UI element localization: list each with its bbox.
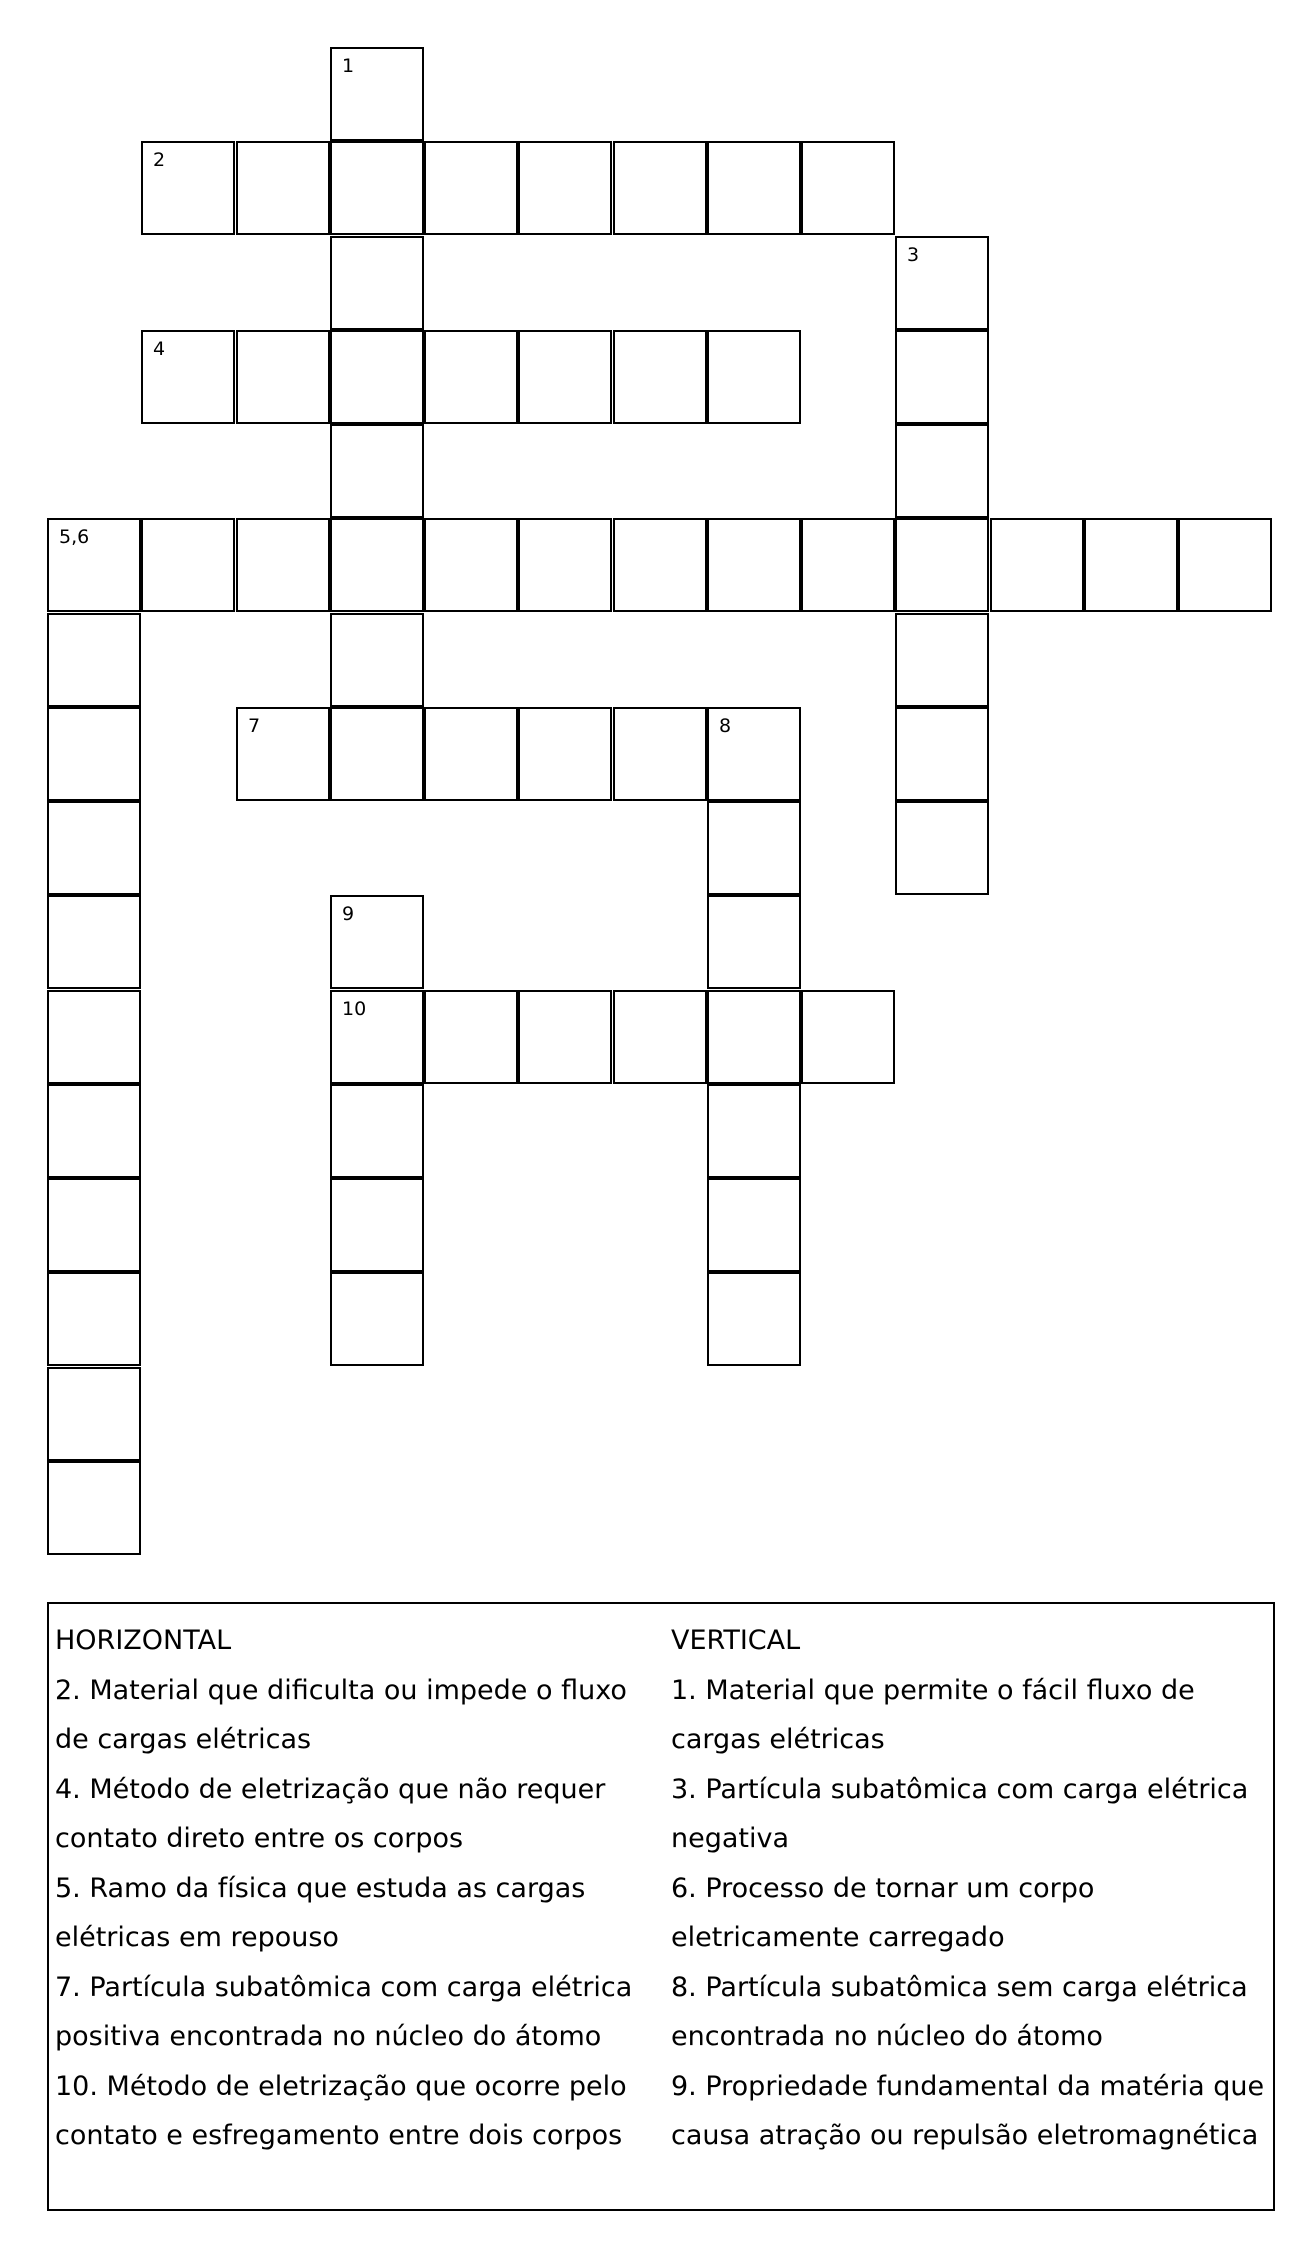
crossword-cell-r13c3[interactable] — [330, 1272, 424, 1366]
crossword-cell-r7c7[interactable] — [707, 707, 801, 801]
crossword-cell-r9c3[interactable] — [330, 895, 424, 989]
clue-number: 5,6 — [59, 526, 90, 548]
crossword-cell-r13c0[interactable] — [47, 1272, 141, 1366]
crossword-cell-r5c10[interactable] — [990, 518, 1084, 612]
crossword-cell-r5c6[interactable] — [613, 518, 707, 612]
clue-line: 4. Método de eletrização que não requer — [55, 1773, 606, 1805]
crossword-cell-r5c11[interactable] — [1084, 518, 1178, 612]
crossword-cell-r4c3[interactable] — [330, 424, 424, 518]
crossword-cell-r0c3[interactable] — [330, 47, 424, 141]
crossword-cell-r1c5[interactable] — [518, 141, 612, 235]
crossword-cell-r11c3[interactable] — [330, 1084, 424, 1178]
crossword-cell-r5c7[interactable] — [707, 518, 801, 612]
crossword-cell-r3c4[interactable] — [424, 330, 518, 424]
crossword-cell-r10c0[interactable] — [47, 990, 141, 1084]
clue-line: 1. Material que permite o fácil fluxo de — [671, 1674, 1195, 1706]
crossword-cell-r3c6[interactable] — [613, 330, 707, 424]
crossword-cell-r12c3[interactable] — [330, 1178, 424, 1272]
crossword-cell-r3c7[interactable] — [707, 330, 801, 424]
crossword-cell-r1c2[interactable] — [236, 141, 330, 235]
crossword-cell-r3c3[interactable] — [330, 330, 424, 424]
clue-line: elétricas em repouso — [55, 1922, 339, 1953]
crossword-cell-r14c0[interactable] — [47, 1367, 141, 1461]
crossword-cell-r4c9[interactable] — [895, 424, 989, 518]
crossword-cell-r10c3[interactable] — [330, 990, 424, 1084]
crossword-cell-r6c9[interactable] — [895, 613, 989, 707]
crossword-cell-r10c8[interactable] — [801, 990, 895, 1084]
vertical-clues — [671, 1616, 1271, 2161]
crossword-cell-r5c3[interactable] — [330, 518, 424, 612]
clue-line: 9. Propriedade fundamental da matéria que — [671, 2070, 1265, 2102]
clue-line: de cargas elétricas — [55, 1724, 312, 1755]
crossword-cell-r15c0[interactable] — [47, 1461, 141, 1555]
clue-number: 7 — [248, 715, 261, 737]
crossword-cell-r5c0[interactable] — [47, 518, 141, 612]
clue-line: 2. Material que dificulta ou impede o fluxo — [55, 1674, 627, 1706]
crossword-cell-r5c2[interactable] — [236, 518, 330, 612]
crossword-cell-r6c3[interactable] — [330, 613, 424, 707]
clue-number: 10 — [342, 998, 367, 1020]
crossword-cell-r11c0[interactable] — [47, 1084, 141, 1178]
clue-line: causa atração ou repulsão eletromagnética — [671, 2120, 1259, 2151]
horizontal-clues — [55, 1616, 655, 2161]
clue-line: negativa — [671, 1823, 790, 1854]
crossword-cell-r3c2[interactable] — [236, 330, 330, 424]
crossword-cell-r1c7[interactable] — [707, 141, 801, 235]
crossword-cell-r5c1[interactable] — [141, 518, 235, 612]
crossword-cell-r12c0[interactable] — [47, 1178, 141, 1272]
clue-line: 5. Ramo da física que estuda as cargas — [55, 1872, 586, 1904]
crossword-cell-r9c0[interactable] — [47, 895, 141, 989]
crossword-cell-r1c6[interactable] — [613, 141, 707, 235]
crossword-cell-r8c7[interactable] — [707, 801, 801, 895]
clue-line: 10. Método de eletrização que ocorre pelo — [55, 2070, 627, 2102]
clues-box — [47, 1602, 1275, 2211]
clue-line: 7. Partícula subatômica com carga elétrica — [55, 1971, 633, 2003]
crossword-cell-r8c9[interactable] — [895, 801, 989, 895]
crossword-cell-r13c7[interactable] — [707, 1272, 801, 1366]
crossword-cell-r10c4[interactable] — [424, 990, 518, 1084]
crossword-cell-r2c9[interactable] — [895, 236, 989, 330]
crossword-cell-r5c5[interactable] — [518, 518, 612, 612]
clue-line: eletricamente carregado — [671, 1922, 1005, 1953]
crossword-cell-r5c9[interactable] — [895, 518, 989, 612]
crossword-cell-r7c4[interactable] — [424, 707, 518, 801]
crossword-cell-r3c1[interactable] — [141, 330, 235, 424]
crossword-cell-r8c0[interactable] — [47, 801, 141, 895]
crossword-cell-r7c0[interactable] — [47, 707, 141, 801]
clue-number: 3 — [907, 244, 920, 266]
crossword-cell-r2c3[interactable] — [330, 236, 424, 330]
crossword-cell-r7c2[interactable] — [236, 707, 330, 801]
clue-line: 3. Partícula subatômica com carga elétrica — [671, 1773, 1249, 1805]
crossword-cell-r10c7[interactable] — [707, 990, 801, 1084]
crossword-cell-r10c5[interactable] — [518, 990, 612, 1084]
clue-number: 4 — [153, 338, 166, 360]
horizontal-heading: HORIZONTAL — [55, 1625, 232, 1656]
crossword-cell-r6c0[interactable] — [47, 613, 141, 707]
clue-line: contato e esfregamento entre dois corpos — [55, 2120, 623, 2151]
crossword-cell-r7c6[interactable] — [613, 707, 707, 801]
clue-line: contato direto entre os corpos — [55, 1823, 464, 1854]
vertical-heading: VERTICAL — [671, 1625, 801, 1656]
clue-line: positiva encontrada no núcleo do átomo — [55, 2021, 602, 2052]
crossword-cell-r10c6[interactable] — [613, 990, 707, 1084]
crossword-cell-r1c4[interactable] — [424, 141, 518, 235]
crossword-cell-r7c9[interactable] — [895, 707, 989, 801]
clue-line: cargas elétricas — [671, 1724, 885, 1755]
clue-line: encontrada no núcleo do átomo — [671, 2021, 1103, 2052]
clue-line: 6. Processo de tornar um corpo — [671, 1872, 1095, 1904]
crossword-cell-r3c5[interactable] — [518, 330, 612, 424]
clue-number: 8 — [719, 715, 732, 737]
clue-line: 8. Partícula subatômica sem carga elétrica — [671, 1971, 1248, 2003]
crossword-cell-r3c9[interactable] — [895, 330, 989, 424]
crossword-cell-r7c3[interactable] — [330, 707, 424, 801]
crossword-cell-r5c12[interactable] — [1178, 518, 1272, 612]
crossword-cell-r1c1[interactable] — [141, 141, 235, 235]
crossword-cell-r9c7[interactable] — [707, 895, 801, 989]
clue-number: 9 — [342, 903, 355, 925]
crossword-cell-r7c5[interactable] — [518, 707, 612, 801]
crossword-cell-r1c8[interactable] — [801, 141, 895, 235]
clue-number: 2 — [153, 149, 166, 171]
crossword-cell-r12c7[interactable] — [707, 1178, 801, 1272]
crossword-cell-r5c8[interactable] — [801, 518, 895, 612]
crossword-cell-r11c7[interactable] — [707, 1084, 801, 1178]
crossword-cell-r5c4[interactable] — [424, 518, 518, 612]
crossword-cell-r1c3[interactable] — [330, 141, 424, 235]
clue-number: 1 — [342, 55, 355, 77]
